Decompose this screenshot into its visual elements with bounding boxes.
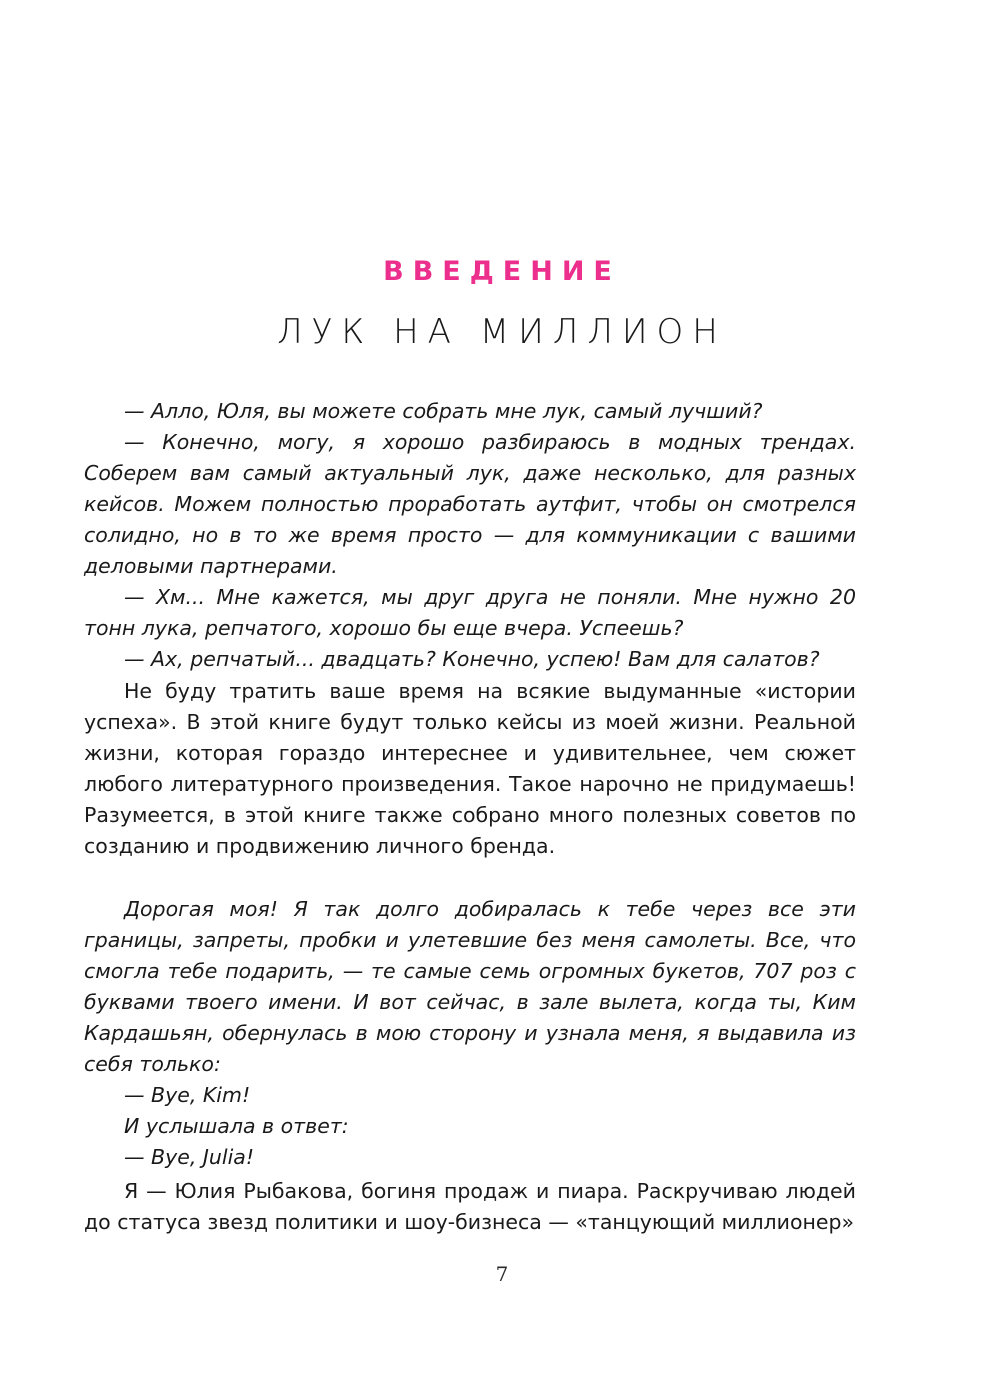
letter-line: — Bye, Kim!	[124, 1083, 251, 1107]
letter-paragraph: Дорогая моя! Я так долго добиралась к тебе через все эти границы, запреты, пробки и улетевшие без меня самолеты. Все, что смогла тебе подарить, — те самые семь огромных букетов, 707 роз с буквами твоего имени. И вот сейчас, в зале вылета, когда ты, Ким Кардашьян, обернулась в мою сторону и узнала меня, я выдавила из себя только:	[84, 897, 856, 1076]
intro-paragraph-block	[84, 676, 856, 862]
letter-block	[84, 894, 856, 1173]
dialogue-line: — Ах, репчатый... двадцать? Конечно, успею! Вам для салатов?	[124, 647, 820, 671]
dialogue-line: — Конечно, могу, я хорошо разбираюсь в модных трендах. Соберем вам самый актуальный лук, даже несколько, для разных кейсов. Можем полностью проработать аутфит, чтобы он смотрелся солидно, но в то же время просто — для коммуникации с вашими деловыми партнерами.	[84, 430, 856, 578]
dialogue-block	[84, 396, 856, 675]
chapter-title: ЛУК НА МИЛЛИОН	[277, 312, 727, 352]
chapter-label: ВВЕДЕНИЕ	[383, 256, 621, 287]
bio-paragraph: Я — Юлия Рыбакова, богиня продаж и пиара. Раскручиваю людей до статуса звезд политики и шоу-бизнеса — «танцующий миллионер»	[84, 1179, 856, 1234]
dialogue-line: — Алло, Юля, вы можете собрать мне лук, самый лучший?	[124, 399, 763, 423]
letter-line: И услышала в ответ:	[124, 1114, 349, 1138]
bio-paragraph-block	[84, 1176, 856, 1238]
dialogue-line: — Хм... Мне кажется, мы друг друга не поняли. Мне нужно 20 тонн лука, репчатого, хорошо бы еще вчера. Успеешь?	[84, 585, 856, 640]
page-number: 7	[495, 1262, 509, 1286]
intro-paragraph: Не буду тратить ваше время на всякие выдуманные «истории успеха». В этой книге будут только кейсы из моей жизни. Реальной жизни, которая гораздо интереснее и удивительнее, чем сюжет любого литературного произведения. Такое нарочно не придумаешь! Разумеется, в этой книге также собрано много полезных советов по созданию и продвижению личного бренда.	[84, 679, 856, 858]
letter-line: — Bye, Julia!	[124, 1145, 255, 1169]
